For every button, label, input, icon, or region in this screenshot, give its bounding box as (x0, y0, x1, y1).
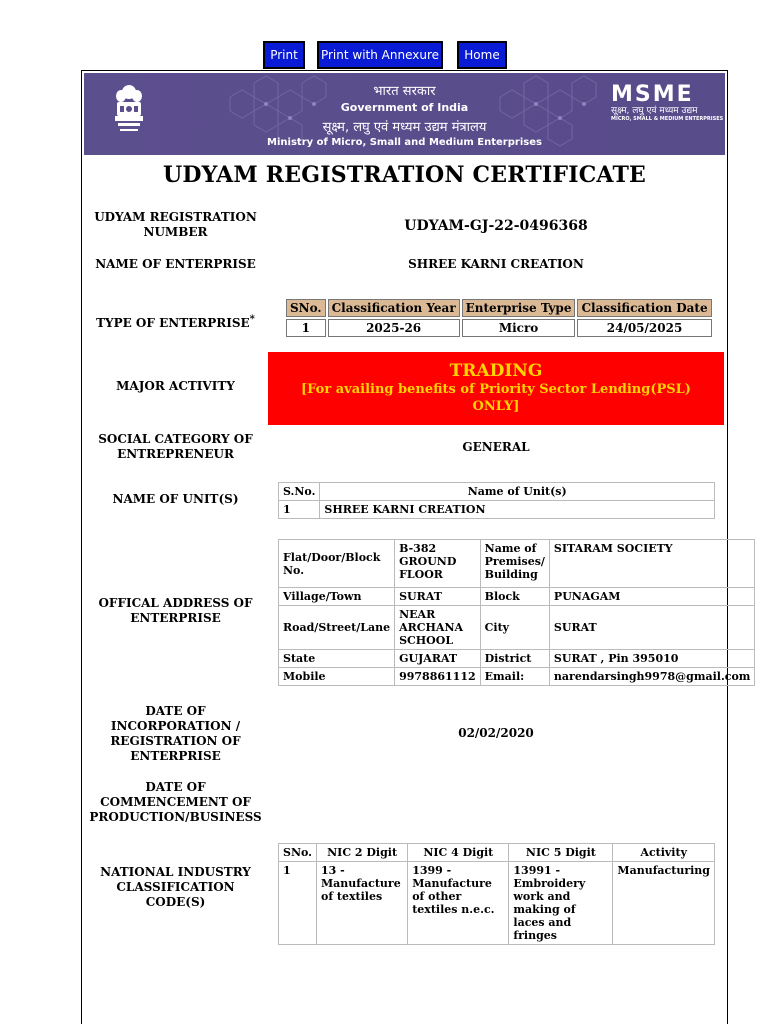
state-value: GUJARAT (395, 650, 481, 668)
email-label: Email: (480, 668, 549, 686)
nic-codes-table (278, 843, 715, 945)
village-label: Village/Town (279, 588, 395, 606)
classification-table (284, 297, 714, 339)
table-header: SNo. (286, 299, 326, 317)
village-value: SURAT (395, 588, 481, 606)
table-row (286, 319, 712, 337)
email-value: narendarsingh9978@gmail.com (549, 668, 755, 686)
msme-tagline-hindi: सूक्ष्म, लघु एवं मध्यम उद्यम (611, 106, 698, 116)
print-button[interactable]: Print (263, 41, 305, 69)
city-value: SURAT (549, 606, 755, 650)
table-header-row (279, 483, 715, 501)
flat-label: Flat/Door/Block No. (279, 540, 395, 588)
table-cell: SHREE KARNI CREATION (320, 501, 715, 519)
table-cell: 1 (286, 319, 326, 337)
table-header: NIC 4 Digit (408, 844, 509, 862)
table-header-row (286, 299, 712, 317)
table-cell: 2025-26 (328, 319, 460, 337)
asterisk-mark: * (249, 314, 255, 325)
major-activity-label: MAJOR ACTIVITY (116, 379, 235, 393)
road-value: NEAR ARCHANA SCHOOL (395, 606, 481, 650)
enterprise-type-label: TYPE OF ENTERPRISE* (96, 314, 255, 330)
incorporation-date-value: 02/02/2020 (458, 726, 534, 740)
registration-number-value: UDYAM-GJ-22-0496368 (404, 218, 588, 234)
table-cell: 13 - Manufacture of textiles (316, 862, 407, 945)
ministry-english-text: Ministry of Micro, Small and Medium Enterprises (267, 137, 542, 148)
table-row (279, 588, 755, 606)
table-cell: 24/05/2025 (577, 319, 711, 337)
major-activity-box (268, 352, 724, 425)
table-row (279, 501, 715, 519)
road-label: Road/Street/Lane (279, 606, 395, 650)
table-row (279, 862, 715, 945)
table-header: Name of Unit(s) (320, 483, 715, 501)
state-label: State (279, 650, 395, 668)
psl-note-line2: ONLY] (472, 399, 520, 414)
district-label: District (480, 650, 549, 668)
table-header: Enterprise Type (462, 299, 576, 317)
table-row (279, 668, 755, 686)
msme-logo-text: MSME (611, 82, 694, 107)
ministry-hindi-text: सूक्ष्म, लघु एवं मध्यम उद्यम मंत्रालय (322, 120, 487, 135)
table-header: Classification Date (577, 299, 711, 317)
mobile-label: Mobile (279, 668, 395, 686)
home-button[interactable]: Home (457, 41, 507, 69)
mobile-value: 9978861112 (395, 668, 481, 686)
premises-label: Name of Premises/ Building (480, 540, 549, 588)
units-table (278, 482, 715, 519)
table-cell: Micro (462, 319, 576, 337)
table-header: NIC 2 Digit (316, 844, 407, 862)
psl-note-line1: [For availing benefits of Priority Sector Lending(PSL) (301, 382, 691, 397)
ministry-banner (84, 73, 725, 155)
social-category-label: SOCIAL CATEGORY OF ENTREPRENEUR (98, 432, 253, 461)
social-category-value: GENERAL (462, 440, 530, 454)
table-cell: Manufacturing (613, 862, 715, 945)
msme-tagline-english: MICRO, SMALL & MEDIUM ENTERPRISES (611, 116, 724, 122)
table-row (279, 650, 755, 668)
print-with-annexure-button[interactable]: Print with Annexure (317, 41, 443, 69)
units-label: NAME OF UNIT(S) (112, 492, 239, 506)
district-value: SURAT , Pin 395010 (549, 650, 755, 668)
table-header: Activity (613, 844, 715, 862)
premises-value: SITARAM SOCIETY (549, 540, 755, 588)
major-activity-value: TRADING (449, 361, 543, 381)
table-header: SNo. (279, 844, 317, 862)
government-english-text: Government of India (340, 101, 469, 114)
address-label: OFFICAL ADDRESS OF ENTERPRISE (98, 596, 253, 625)
table-row (279, 540, 755, 588)
table-header: Classification Year (328, 299, 460, 317)
government-hindi-text: भारत सरकार (373, 84, 436, 99)
nic-code-label: NATIONAL INDUSTRY CLASSIFICATION CODE(S) (100, 865, 251, 909)
certificate-title: UDYAM REGISTRATION CERTIFICATE (162, 162, 647, 188)
registration-number-label: UDYAM REGISTRATION NUMBER (94, 210, 257, 239)
table-cell: 13991 - Embroidery work and making of laces and fringes (509, 862, 613, 945)
table-row (279, 606, 755, 650)
block-label: Block (480, 588, 549, 606)
enterprise-name-label: NAME OF ENTERPRISE (95, 257, 256, 271)
table-cell: 1 (279, 501, 320, 519)
commencement-date-label: DATE OF COMMENCEMENT OF PRODUCTION/BUSINESS (89, 780, 262, 824)
flat-value: B-382 GROUND FLOOR (395, 540, 481, 588)
table-header: NIC 5 Digit (509, 844, 613, 862)
incorporation-date-label: DATE OF INCORPORATION / REGISTRATION OF ENTERPRISE (110, 704, 241, 763)
table-cell: 1399 - Manufacture of other textiles n.e.c. (408, 862, 509, 945)
address-table (278, 539, 755, 686)
table-cell: 1 (279, 862, 317, 945)
block-value: PUNAGAM (549, 588, 755, 606)
table-header-row (279, 844, 715, 862)
enterprise-name-value: SHREE KARNI CREATION (408, 257, 584, 271)
table-header: S.No. (279, 483, 320, 501)
top-toolbar (0, 41, 768, 69)
city-label: City (480, 606, 549, 650)
